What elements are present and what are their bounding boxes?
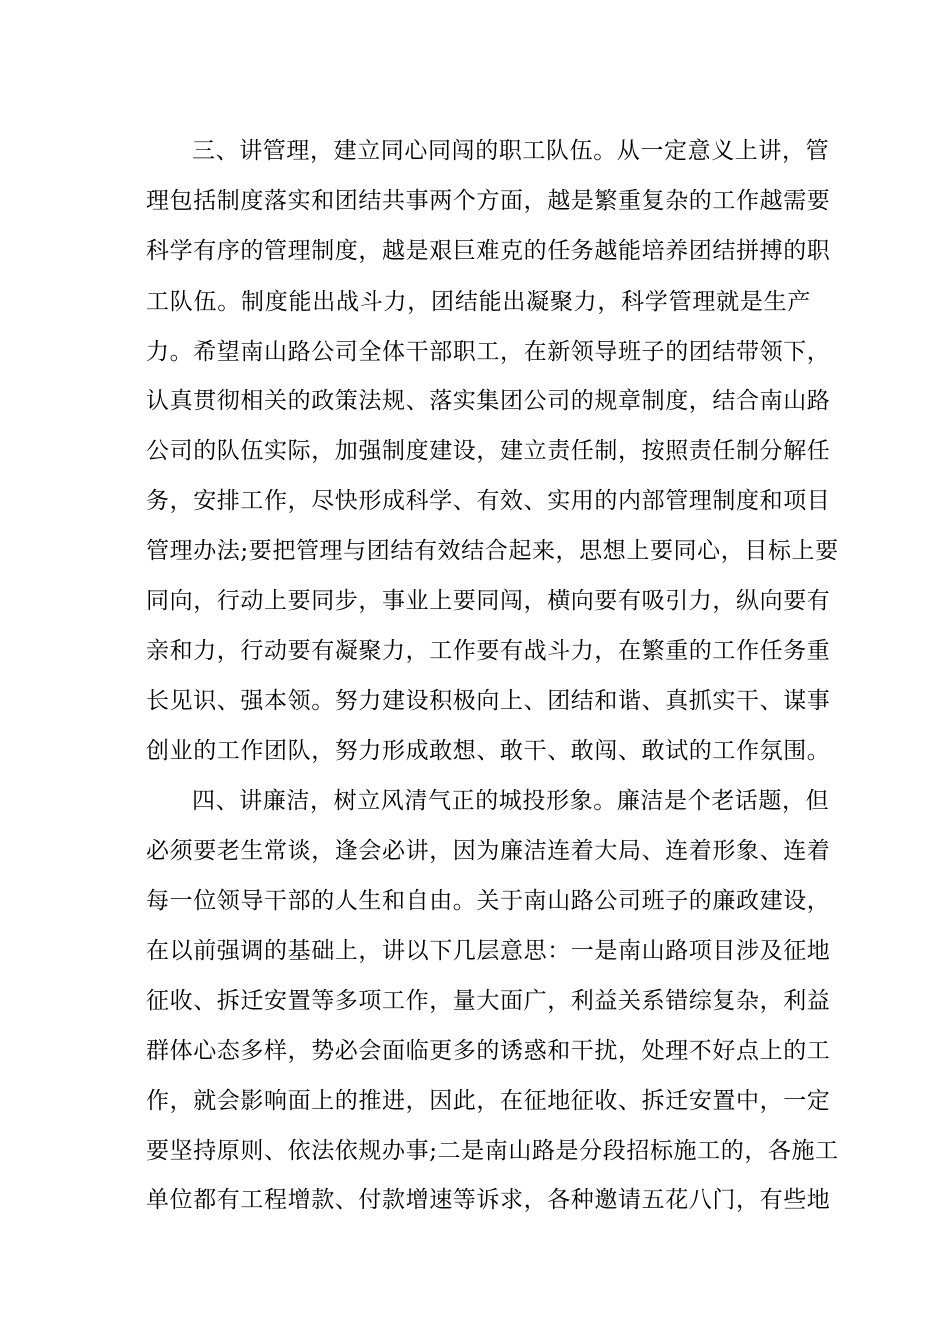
paragraph-3-line-4: 工队伍。制度能出战斗力，团结能出凝聚力，科学管理就是生产 [146,289,811,315]
paragraph-4-line-6: 群体心态多样，势必会面临更多的诱惑和干扰，处理不好点上的工 [146,1038,831,1064]
paragraph-4-line-3: 每一位领导干部的人生和自由。关于南山路公司班子的廉政建设， [146,888,831,914]
paragraph-4-line-5: 征收、拆迁安置等多项工作，量大面广，利益关系错综复杂，利益 [146,988,831,1014]
paragraph-4-line-2: 必须要老生常谈，逢会必讲，因为廉洁连着大局、连着形象、连着 [146,838,831,864]
paragraph-3-line-11: 亲和力，行动要有凝聚力，工作要有战斗力，在繁重的工作任务重 [146,638,831,664]
paragraph-3-line-5: 力。希望南山路公司全体干部职工，在新领导班子的团结带领下， [146,339,831,365]
paragraph-4-line-7: 作，就会影响面上的推进，因此，在征地征收、拆迁安置中，一定 [146,1088,831,1114]
paragraph-3-line-8: 务，安排工作，尽快形成科学、有效、实用的内部管理制度和项目 [146,488,831,514]
paragraph-3-line-2: 理包括制度落实和团结共事两个方面，越是繁重复杂的工作越需要 [146,188,831,214]
paragraph-3-line-13: 创业的工作团队，努力形成敢想、敢干、敢闯、敢试的工作氛围。 [146,738,831,764]
paragraph-3-line-3: 科学有序的管理制度，越是艰巨难克的任务越能培养团结拼搏的职 [146,238,831,264]
paragraph-4-line-1: 四、讲廉洁，树立风清气正的城投形象。廉洁是个老话题，但 [192,788,830,814]
paragraph-3-line-9: 管理办法;要把管理与团结有效结合起来，思想上要同心，目标上要 [146,538,839,564]
paragraph-3-line-6: 认真贯彻相关的政策法规、落实集团公司的规章制度，结合南山路 [146,388,831,414]
paragraph-4-line-4: 在以前强调的基础上，讲以下几层意思：一是南山路项目涉及征地 [146,938,831,964]
paragraph-4-line-8: 要坚持原则、依法依规办事;二是南山路是分段招标施工的，各施工 [146,1138,839,1164]
paragraph-3-line-1: 三、讲管理，建立同心同闯的职工队伍。从一定意义上讲，管 [192,138,830,164]
paragraph-4-line-9: 单位都有工程增款、付款增速等诉求，各种邀请五花八门，有些地 [146,1187,831,1213]
paragraph-3-line-10: 同向，行动上要同步，事业上要同闯，横向要有吸引力，纵向要有 [146,588,831,614]
paragraph-3-line-12: 长见识、强本领。努力建设积极向上、团结和谐、真抓实干、谋事 [146,688,831,714]
paragraph-3-line-7: 公司的队伍实际，加强制度建设，建立责任制，按照责任制分解任 [146,438,831,464]
